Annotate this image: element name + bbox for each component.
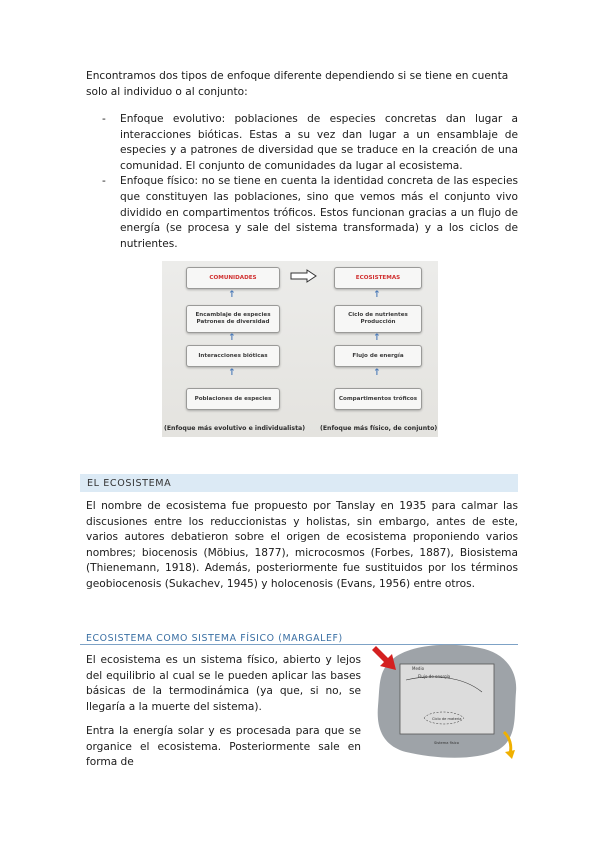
- box-ciclo-nutrientes: Ciclo de nutrientes Producción: [334, 305, 422, 333]
- ecosistema-paragraph: El nombre de ecosistema fue propuesto por Tanslay en 1935 para calmar las discusiones entre los reduccionistas y holistas, sin embargo, antes de este, varios autores debatieron sobre el origen de ecosistema proponiendo varios nombres; biocenosis (Möbius, 1877), microcosmos (Forbes, 1887), Biosistema (Thienemann, 1918). Además, posteriormente fue sustituidos por los términos geobiocenosis (Sukachev, 1945) y holocenosis (Evans, 1956) entre otros.: [86, 500, 518, 590]
- up-arrow-icon: ↑: [228, 333, 236, 343]
- up-arrow-icon: ↑: [228, 290, 236, 300]
- section-title: ECOSISTEMA COMO SISTEMA FÍSICO (MARGALEF): [86, 633, 343, 644]
- list-item-evolutivo: [102, 112, 518, 174]
- bullet-text: Enfoque evolutivo: poblaciones de especies concretas dan lugar a interacciones bióticas. Estas a su vez dan lugar a un ensamblaje de especies y a patrones de diversidad que se traduce en la creación de una comunidad. El conjunto de comunidades da lugar al ecosistema.: [120, 113, 518, 172]
- bullet-dash: -: [102, 113, 106, 125]
- solar-input-arrow-icon: [372, 646, 396, 670]
- approach-diagram: [162, 261, 438, 437]
- figure-label-inner: Ciclo de materia: [432, 717, 462, 721]
- box-poblaciones: Poblaciones de especies: [186, 388, 280, 410]
- box-interacciones: Interacciones bióticas: [186, 345, 280, 367]
- left-caption: (Enfoque más evolutivo e individualista): [164, 425, 306, 432]
- section-heading-ecosistema: [80, 474, 518, 492]
- right-caption: (Enfoque más físico, de conjunto): [320, 425, 438, 432]
- intro-paragraph: Encontramos dos tipos de enfoque diferente dependiendo si se tiene en cuenta solo al individuo o al conjunto:: [86, 70, 509, 98]
- figure-label-bottom: Sistema físico: [434, 741, 459, 745]
- up-arrow-icon: ↑: [373, 290, 381, 300]
- box-ecosistemas: ECOSISTEMAS: [334, 267, 422, 289]
- box-comunidades: COMUNIDADES: [186, 267, 280, 289]
- up-arrow-icon: ↑: [228, 368, 236, 378]
- bullet-text: Enfoque físico: no se tiene en cuenta la identidad concreta de las especies que constituyen las poblaciones, sino que vemos más el conjunto vivo dividido en compartimentos tróficos. Estos funcionan gracias a un flujo de energía (se procesa y sale del sistema transformada) y a los ciclos de nutrientes.: [120, 175, 518, 250]
- box-compartimentos: Compartimentos tróficos: [334, 388, 422, 410]
- box-flujo-energia: Flujo de energía: [334, 345, 422, 367]
- sistema-fisico-paragraph-1: El ecosistema es un sistema físico, abierto y lejos del equilibrio al cual se le pueden aplicar las bases básicas de la termodinámica (ya que, si no, se llegaría a la muerte del sistema).: [86, 654, 361, 713]
- right-arrow-icon: [290, 269, 318, 283]
- box-ensamblaje: Encamblaje de especies Patrones de diversidad: [186, 305, 280, 333]
- figure-label-corner: Medio: [412, 666, 425, 671]
- up-arrow-icon: ↑: [373, 333, 381, 343]
- approach-list: [102, 112, 518, 252]
- ecosystem-figure: [372, 640, 522, 760]
- sistema-fisico-paragraph-2: Entra la energía solar y es procesada para que se organice el ecosistema. Posteriormente sale en forma de: [86, 725, 361, 769]
- up-arrow-icon: ↑: [373, 368, 381, 378]
- section-title: EL ECOSISTEMA: [87, 478, 172, 489]
- list-item-fisico: [102, 174, 518, 252]
- bullet-dash: -: [102, 175, 106, 188]
- output-arrowhead-icon: [505, 750, 515, 759]
- figure-label-top: Flujo de energía: [418, 674, 451, 679]
